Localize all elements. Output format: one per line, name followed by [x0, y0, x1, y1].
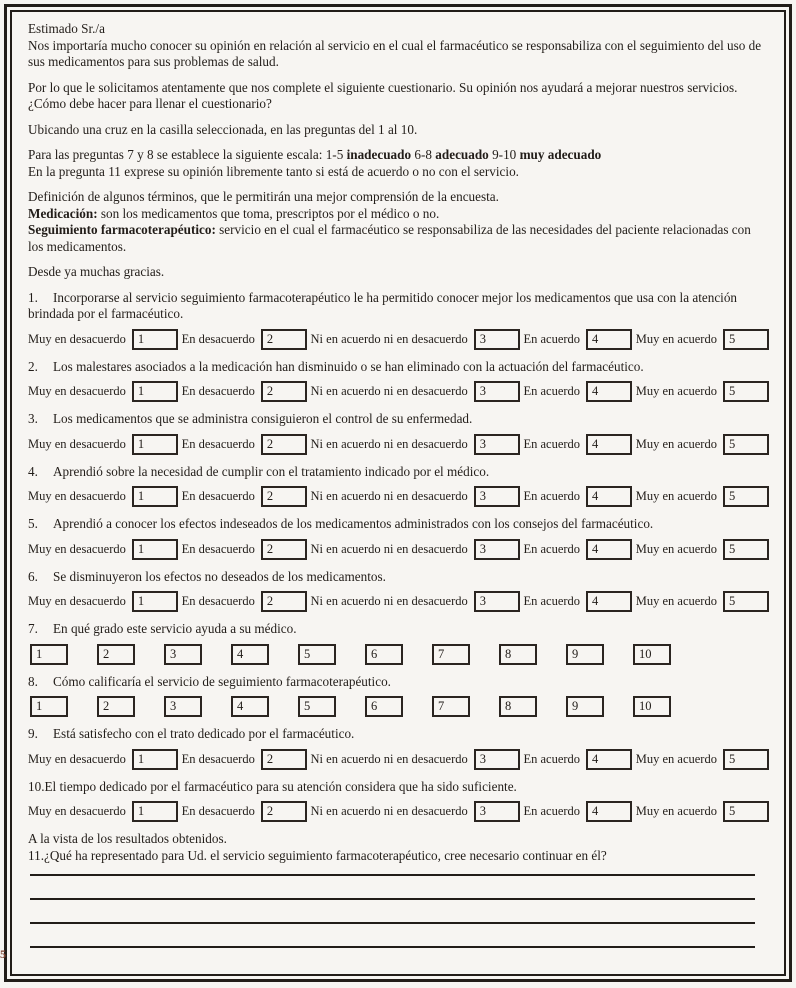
answer-checkbox-5[interactable]	[723, 329, 769, 350]
answer-checkbox-1[interactable]	[132, 591, 178, 612]
answer-checkbox-2[interactable]	[261, 749, 307, 770]
checkbox-value-label: 3	[479, 594, 487, 609]
likert-option-label: Muy en desacuerdo	[28, 436, 126, 451]
answer-checkbox-9[interactable]	[566, 644, 604, 665]
definitions-list	[28, 206, 751, 254]
checkbox-value-label: 4	[592, 331, 599, 346]
question-body: El tiempo dedicado por el farmacéutico para su atención considera que ha sido suficiente.	[44, 778, 517, 794]
likert-option-label: Muy en desacuerdo	[28, 594, 126, 609]
answer-checkbox-2[interactable]	[261, 539, 307, 560]
likert-option-label: Ni en acuerdo ni en desacuerdo	[310, 751, 468, 766]
answer-checkbox-5[interactable]	[723, 486, 769, 507]
checkbox-value-label: 2	[266, 331, 274, 346]
results-line: A la vista de los resultados obtenidos.	[28, 831, 227, 846]
checkbox-value-label: 8	[505, 646, 512, 661]
likert-option-label: En acuerdo	[523, 751, 581, 766]
salutation: Estimado Sr./a	[28, 21, 105, 36]
checkbox-value-label: 2	[266, 436, 274, 451]
likert-option-label: Muy en acuerdo	[635, 331, 717, 346]
likert-option	[636, 801, 769, 822]
scale-note-paragraph	[28, 147, 769, 180]
request-text: Por lo que le solicitamos atentamente que nos complete el siguiente cuestionario. Su opinión nos ayudará a mejorar nuestros servicios.	[28, 79, 738, 95]
page-edge-scan-mark: 5	[0, 946, 6, 961]
answer-checkbox-4[interactable]	[586, 591, 632, 612]
answer-checkbox-2[interactable]	[97, 644, 135, 665]
question-1	[28, 290, 769, 350]
likert-option-label: Muy en desacuerdo	[28, 751, 126, 766]
answer-checkbox-3[interactable]	[474, 539, 520, 560]
likert-option-label: Muy en acuerdo	[635, 489, 717, 504]
question-text	[28, 464, 769, 481]
definitions-intro: Definición de algunos términos, que le permitirán una mejor comprensión de la encuesta.	[28, 189, 499, 204]
question-body: Está satisfecho con el trato dedicado por el farmacéutico.	[53, 726, 355, 741]
likert-option-label: En desacuerdo	[181, 331, 255, 346]
instruction-paragraph: Ubicando una cruz en la casilla seleccionada, en las preguntas del 1 al 10.	[28, 121, 418, 137]
question-body: Los malestares asociados a la medicación han disminuido o se han eliminado con la actuación del farmacéutico.	[53, 358, 644, 374]
checkbox-value-label: 1	[36, 699, 43, 714]
checkbox-value-label: 1	[137, 541, 145, 556]
checkbox-value-label: 3	[479, 751, 487, 766]
likert-option-label: Muy en acuerdo	[635, 804, 717, 819]
likert-option	[28, 749, 178, 770]
checkbox-value-label: 1	[137, 384, 145, 399]
answer-checkbox-3[interactable]	[474, 591, 520, 612]
likert-option	[182, 801, 307, 822]
question-text	[28, 359, 769, 376]
question-6	[28, 569, 769, 613]
checkbox-value-label: 5	[728, 751, 736, 766]
answer-checkbox-5[interactable]	[723, 434, 769, 455]
likert-option	[523, 539, 632, 560]
checkbox-value-label: 4	[237, 699, 244, 714]
question-body: Se disminuyeron los efectos no deseados de los medicamentos.	[53, 568, 386, 584]
likert-option-label: Muy en desacuerdo	[28, 331, 126, 346]
likert-option	[311, 591, 520, 612]
checkbox-value-label: 1	[137, 594, 145, 609]
answer-checkbox-1[interactable]	[132, 539, 178, 560]
checkbox-value-label: 4	[237, 646, 244, 661]
likert-option-label: En acuerdo	[523, 594, 581, 609]
likert-option-label: Muy en desacuerdo	[28, 489, 126, 504]
checkbox-value-label: 5	[728, 331, 736, 346]
closing-paragraph	[28, 831, 769, 864]
likert-option-label: En acuerdo	[523, 489, 581, 504]
likert-option	[28, 801, 178, 822]
checkbox-value-label: 3	[479, 489, 487, 504]
likert-scale-row	[28, 591, 769, 612]
question-text	[28, 726, 769, 743]
question-text	[28, 290, 769, 323]
likert-option	[28, 434, 178, 455]
how-to-fill-question: ¿Cómo debe hacer para llenar el cuestionario?	[28, 96, 272, 111]
free-text-answer-area	[28, 864, 769, 948]
question-number: 4.	[28, 463, 38, 479]
checkbox-value-label: 3	[479, 541, 487, 556]
question-number: 5.	[28, 516, 38, 531]
checkbox-value-label: 7	[438, 699, 445, 714]
checkbox-value-label: 3	[479, 331, 487, 346]
checkbox-value-label: 3	[479, 804, 487, 819]
checkbox-value-label: 3	[479, 436, 487, 451]
checkbox-value-label: 10	[639, 646, 652, 661]
answer-checkbox-5[interactable]	[298, 696, 336, 717]
likert-option	[636, 486, 769, 507]
checkbox-value-label: 2	[266, 751, 274, 766]
definition-text: servicio en el cual el farmacéutico se responsabiliza de las necesidades del paciente relacionadas con los medicamentos.	[28, 222, 751, 254]
checkbox-value-label: 2	[266, 489, 274, 504]
answer-checkbox-5[interactable]	[723, 381, 769, 402]
question-11-text: 11.¿Qué ha representado para Ud. el servicio seguimiento farmacoterapéutico, cree necesario continuar en él?	[28, 847, 607, 863]
likert-option	[311, 329, 520, 350]
question-body: En qué grado este servicio ayuda a su médico.	[53, 621, 297, 636]
likert-scale-row	[28, 381, 769, 402]
likert-option	[311, 801, 520, 822]
answer-checkbox-3[interactable]	[164, 644, 202, 665]
question-number: 7.	[28, 621, 38, 636]
answer-checkbox-4[interactable]	[586, 801, 632, 822]
likert-option-label: Ni en acuerdo ni en desacuerdo	[310, 436, 468, 451]
checkbox-value-label: 4	[592, 541, 599, 556]
question-10	[28, 779, 769, 823]
answer-checkbox-10[interactable]	[633, 696, 671, 717]
question-7	[28, 621, 769, 665]
checkbox-value-label: 3	[170, 646, 177, 661]
answer-checkbox-2[interactable]	[261, 801, 307, 822]
answer-checkbox-8[interactable]	[499, 644, 537, 665]
likert-option-label: En acuerdo	[523, 541, 581, 556]
likert-option-label: En desacuerdo	[181, 804, 255, 819]
likert-option-label: En acuerdo	[523, 331, 581, 346]
likert-option-label: Muy en acuerdo	[635, 541, 717, 556]
checkbox-value-label: 5	[304, 646, 311, 661]
answer-checkbox-8[interactable]	[499, 696, 537, 717]
likert-option-label: Ni en acuerdo ni en desacuerdo	[310, 594, 468, 609]
rating-scale-row	[28, 696, 769, 717]
definition-term: Seguimiento farmacoterapéutico:	[28, 222, 216, 237]
checkbox-value-label: 5	[728, 541, 736, 556]
likert-option-label: Ni en acuerdo ni en desacuerdo	[310, 489, 468, 504]
text-segment: 9-10	[488, 147, 520, 162]
definition-text: son los medicamentos que toma, prescriptos por el médico o no.	[97, 205, 440, 221]
checkbox-value-label: 4	[592, 436, 599, 451]
checkbox-value-label: 3	[170, 699, 177, 714]
likert-option-label: En acuerdo	[523, 436, 581, 451]
answer-checkbox-6[interactable]	[365, 644, 403, 665]
likert-option	[182, 381, 307, 402]
likert-option-label: En desacuerdo	[181, 384, 255, 399]
likert-option-label: Muy en acuerdo	[635, 594, 717, 609]
likert-option	[636, 434, 769, 455]
question-text	[28, 516, 769, 533]
definitions-paragraph	[28, 189, 769, 255]
answer-checkbox-3[interactable]	[474, 434, 520, 455]
answer-checkbox-3[interactable]	[474, 749, 520, 770]
likert-scale-row	[28, 434, 769, 455]
checkbox-value-label: 1	[137, 804, 145, 819]
checkbox-value-label: 4	[592, 489, 599, 504]
answer-checkbox-1[interactable]	[132, 381, 178, 402]
text-segment: 6-8	[411, 147, 436, 162]
answer-checkbox-4[interactable]	[586, 539, 632, 560]
text-segment: Para las preguntas 7 y 8 se establece la siguiente escala: 1-5	[28, 147, 347, 162]
likert-scale-row	[28, 329, 769, 350]
likert-option	[523, 749, 632, 770]
answer-checkbox-1[interactable]	[132, 329, 178, 350]
answer-checkbox-4[interactable]	[231, 644, 269, 665]
likert-option	[28, 329, 178, 350]
question-text	[28, 779, 769, 796]
question-4	[28, 464, 769, 508]
answer-checkbox-3[interactable]	[474, 801, 520, 822]
answer-checkbox-1[interactable]	[30, 644, 68, 665]
scale-note-line1	[28, 147, 601, 162]
question-number: 8.	[28, 673, 38, 689]
intro-request-paragraph	[28, 80, 769, 113]
likert-option	[28, 539, 178, 560]
likert-scale-row	[28, 539, 769, 560]
answer-checkbox-4[interactable]	[586, 381, 632, 402]
likert-option	[636, 591, 769, 612]
question-body: Aprendió a conocer los efectos indeseados de los medicamentos administrados con los consejos del farmacéutico.	[53, 516, 654, 531]
checkbox-value-label: 9	[572, 699, 579, 714]
answer-checkbox-5[interactable]	[723, 801, 769, 822]
likert-option	[28, 591, 178, 612]
likert-option	[311, 381, 520, 402]
checkbox-value-label: 5	[728, 384, 736, 399]
question-9	[28, 726, 769, 770]
answer-checkbox-5[interactable]	[723, 591, 769, 612]
answer-checkbox-5[interactable]	[723, 539, 769, 560]
outer-border-frame	[4, 4, 792, 982]
free-text-answer-line[interactable]	[30, 900, 755, 924]
answer-checkbox-10[interactable]	[633, 644, 671, 665]
likert-option-label: Ni en acuerdo ni en desacuerdo	[310, 804, 468, 819]
likert-scale-row	[28, 486, 769, 507]
likert-option	[636, 381, 769, 402]
text-segment: adecuado	[435, 147, 489, 162]
question-body: Los medicamentos que se administra consiguieron el control de su enfermedad.	[53, 411, 473, 426]
likert-option	[182, 434, 307, 455]
likert-option	[636, 329, 769, 350]
likert-option-label: En desacuerdo	[181, 436, 255, 451]
likert-option	[182, 749, 307, 770]
likert-option	[311, 486, 520, 507]
likert-option-label: Ni en acuerdo ni en desacuerdo	[310, 384, 468, 399]
likert-option	[523, 434, 632, 455]
intro-opening-text: Nos importaría mucho conocer su opinión en relación al servicio en el cual el farmacéutico se responsabiliza con el seguimiento del uso de sus medicamentos para sus problemas de salud.	[28, 37, 762, 69]
question-text	[28, 621, 769, 638]
checkbox-value-label: 6	[371, 646, 378, 661]
checkbox-value-label: 5	[728, 489, 736, 504]
likert-option	[182, 486, 307, 507]
checkbox-value-label: 1	[137, 436, 145, 451]
answer-checkbox-3[interactable]	[474, 329, 520, 350]
likert-option	[523, 329, 632, 350]
checkbox-value-label: 4	[592, 804, 599, 819]
likert-option	[523, 486, 632, 507]
answer-checkbox-4[interactable]	[586, 486, 632, 507]
checkbox-value-label: 9	[572, 646, 579, 661]
likert-option	[28, 381, 178, 402]
answer-checkbox-1[interactable]	[132, 749, 178, 770]
likert-option	[311, 539, 520, 560]
likert-option	[182, 539, 307, 560]
questions-section	[28, 290, 769, 823]
answer-checkbox-1[interactable]	[132, 434, 178, 455]
checkbox-value-label: 2	[266, 541, 274, 556]
likert-option	[28, 486, 178, 507]
answer-checkbox-4[interactable]	[586, 434, 632, 455]
answer-checkbox-2[interactable]	[261, 329, 307, 350]
checkbox-value-label: 4	[592, 751, 599, 766]
checkbox-value-label: 5	[304, 699, 311, 714]
question-body: Incorporarse al servicio seguimiento farmacoterapéutico le ha permitido conocer mejor los medicamentos que usa con la atención brindada por el farmacéutico.	[28, 289, 738, 321]
checkbox-value-label: 5	[728, 804, 736, 819]
answer-checkbox-1[interactable]	[132, 801, 178, 822]
question-number: 2.	[28, 358, 38, 374]
question-3	[28, 411, 769, 455]
checkbox-value-label: 4	[592, 384, 599, 399]
likert-scale-row	[28, 801, 769, 822]
likert-option-label: En desacuerdo	[181, 541, 255, 556]
likert-option	[311, 434, 520, 455]
likert-option-label: Muy en desacuerdo	[28, 384, 126, 399]
answer-checkbox-3[interactable]	[474, 486, 520, 507]
likert-option-label: En acuerdo	[523, 384, 581, 399]
answer-checkbox-9[interactable]	[566, 696, 604, 717]
checkbox-value-label: 6	[371, 699, 378, 714]
checkbox-value-label: 2	[266, 804, 274, 819]
question-2	[28, 359, 769, 403]
checkbox-value-label: 5	[728, 594, 736, 609]
likert-option	[523, 801, 632, 822]
likert-option	[311, 749, 520, 770]
likert-option	[182, 329, 307, 350]
question-number: 6.	[28, 568, 38, 584]
likert-option-label: Muy en desacuerdo	[28, 541, 126, 556]
likert-option	[636, 749, 769, 770]
checkbox-value-label: 1	[137, 751, 145, 766]
free-text-answer-line[interactable]	[30, 876, 755, 900]
text-segment: muy adecuado	[519, 147, 602, 162]
likert-option-label: En desacuerdo	[181, 751, 255, 766]
answer-checkbox-5[interactable]	[723, 749, 769, 770]
likert-option-label: En acuerdo	[523, 804, 581, 819]
question-body: Cómo calificaría el servicio de seguimiento farmacoterapéutico.	[53, 673, 391, 689]
answer-checkbox-4[interactable]	[231, 696, 269, 717]
checkbox-value-label: 4	[592, 594, 599, 609]
free-text-answer-line[interactable]	[30, 924, 755, 948]
likert-option-label: En desacuerdo	[181, 594, 255, 609]
thanks-paragraph: Desde ya muchas gracias.	[28, 264, 165, 279]
checkbox-value-label: 2	[103, 699, 110, 714]
likert-option	[636, 539, 769, 560]
checkbox-value-label: 10	[639, 699, 652, 714]
answer-checkbox-1[interactable]	[132, 486, 178, 507]
question-number: 9.	[28, 726, 38, 741]
likert-option-label: Ni en acuerdo ni en desacuerdo	[310, 541, 468, 556]
likert-option-label: Muy en acuerdo	[635, 751, 717, 766]
free-text-answer-line[interactable]	[30, 864, 755, 876]
question-text	[28, 569, 769, 586]
likert-option	[523, 381, 632, 402]
likert-option	[182, 591, 307, 612]
question-text	[28, 411, 769, 428]
question-8	[28, 674, 769, 718]
answer-checkbox-1[interactable]	[30, 696, 68, 717]
answer-checkbox-3[interactable]	[164, 696, 202, 717]
question-body: Aprendió sobre la necesidad de cumplir con el tratamiento indicado por el médico.	[53, 463, 490, 479]
question-number: 1.	[28, 289, 38, 305]
likert-option-label: Muy en acuerdo	[635, 436, 717, 451]
answer-checkbox-4[interactable]	[586, 329, 632, 350]
checkbox-value-label: 1	[137, 331, 145, 346]
answer-checkbox-4[interactable]	[586, 749, 632, 770]
intro-greeting-paragraph	[28, 21, 769, 71]
question-number: 10.	[28, 778, 45, 794]
inner-border-frame	[10, 10, 786, 976]
question-number: 3.	[28, 411, 38, 426]
likert-scale-row	[28, 749, 769, 770]
answer-checkbox-7[interactable]	[432, 696, 470, 717]
answer-checkbox-7[interactable]	[432, 644, 470, 665]
checkbox-value-label: 3	[479, 384, 487, 399]
checkbox-value-label: 2	[103, 646, 110, 661]
answer-checkbox-2[interactable]	[261, 591, 307, 612]
checkbox-value-label: 2	[266, 384, 274, 399]
checkbox-value-label: 1	[137, 489, 145, 504]
answer-checkbox-2[interactable]	[261, 486, 307, 507]
checkbox-value-label: 2	[266, 594, 274, 609]
likert-option	[523, 591, 632, 612]
likert-option-label: Ni en acuerdo ni en desacuerdo	[310, 331, 468, 346]
answer-checkbox-6[interactable]	[365, 696, 403, 717]
rating-scale-row	[28, 644, 769, 665]
likert-option-label: Muy en desacuerdo	[28, 804, 126, 819]
answer-checkbox-2[interactable]	[261, 434, 307, 455]
checkbox-value-label: 1	[36, 646, 43, 661]
question-text	[28, 674, 769, 691]
checkbox-value-label: 8	[505, 699, 512, 714]
text-segment: inadecuado	[346, 147, 412, 162]
checkbox-value-label: 7	[438, 646, 445, 661]
answer-checkbox-2[interactable]	[97, 696, 135, 717]
answer-checkbox-2[interactable]	[261, 381, 307, 402]
likert-option-label: Muy en acuerdo	[635, 384, 717, 399]
scale-note-line2: En la pregunta 11 exprese su opinión libremente tanto si está de acuerdo o no con el servicio.	[28, 163, 519, 179]
answer-checkbox-3[interactable]	[474, 381, 520, 402]
checkbox-value-label: 5	[728, 436, 736, 451]
question-5	[28, 516, 769, 560]
answer-checkbox-5[interactable]	[298, 644, 336, 665]
likert-option-label: En desacuerdo	[181, 489, 255, 504]
definition-term: Medicación:	[28, 205, 98, 221]
